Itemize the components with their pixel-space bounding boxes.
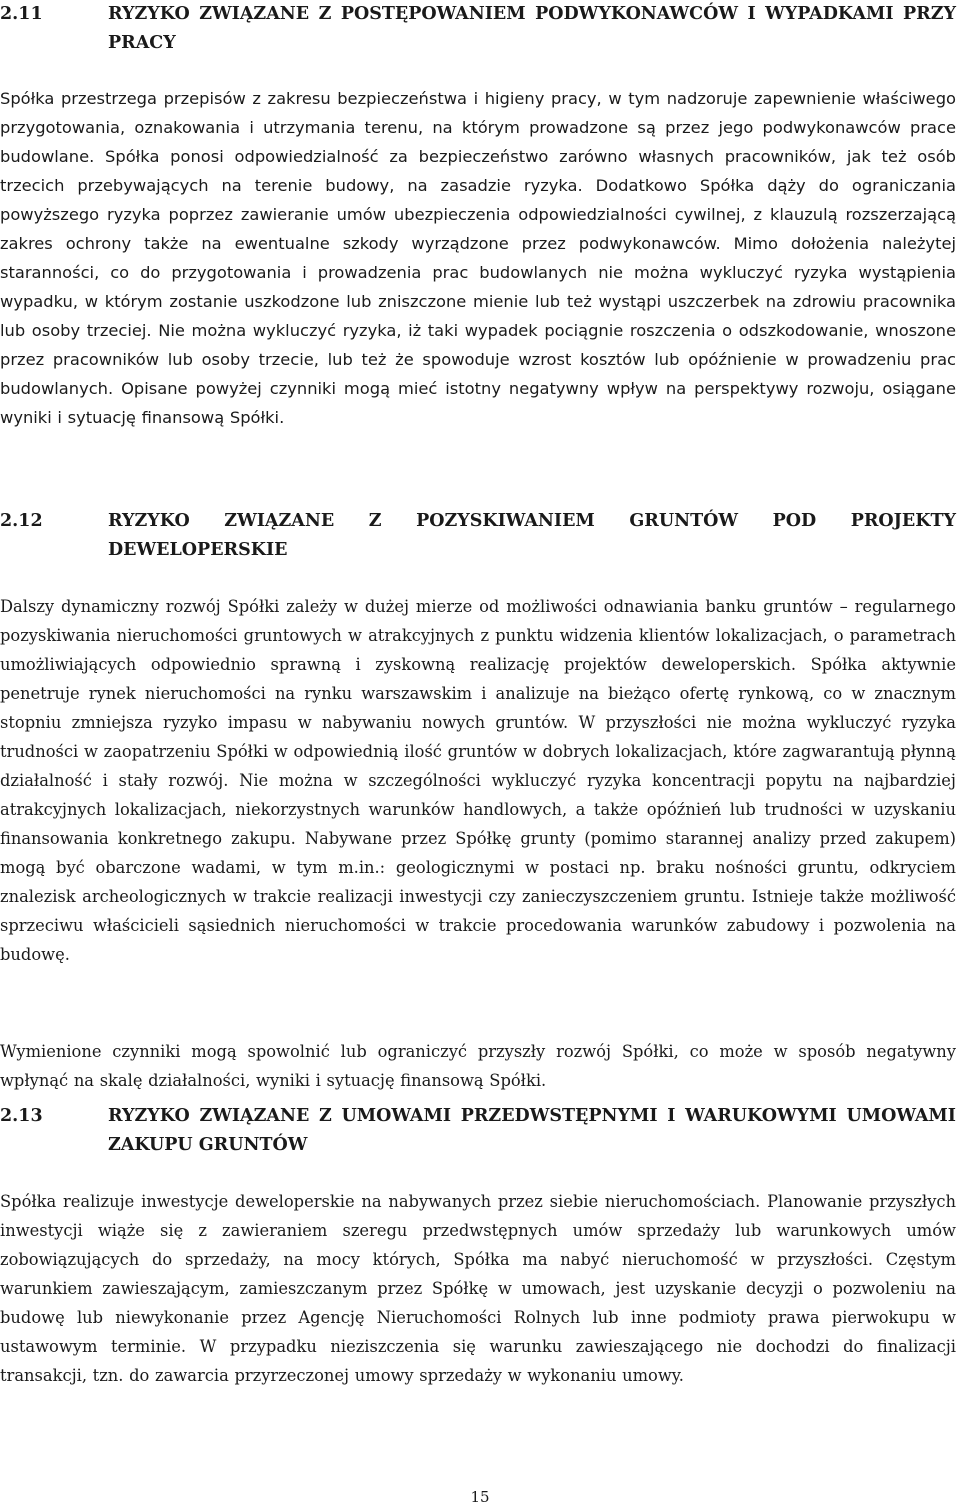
section-title: RYZYKO ZWIĄZANE Z POZYSKIWANIEM GRUNTÓW POD PROJEKTY DEWELOPERSKIE — [108, 511, 956, 560]
section-heading-2-13 — [0, 1102, 956, 1160]
section-heading-2-11 — [0, 0, 956, 58]
section-paragraph: Spółka realizuje inwestycje deweloperskie na nabywanych przez siebie nieruchomościach. Planowanie przyszłych inwestycji wiąże się z zawieraniem szeregu przedwstępnych umów sprzedaży lub warunkowych umów zobowiązujących do sprzedaży, na mocy których, Spółka ma nabyć nieruchomość w przyszłości. Częstym warunkiem zawieszającym, zamieszczanym przez Spółkę w umowach, jest uzyskanie decyzji o pozwoleniu na budowę lub niewykonanie przez Agencję Nieruchomości Rolnych lub inne podmioty prawa pierwokupu w ustawowym terminie. W przypadku nieziszczenia się warunku zawieszającego nie dochodzi do finalizacji transakcji, tzn. do zawarcia przyrzeczonej umowy sprzedaży w wykonaniu umowy. — [0, 1192, 956, 1385]
section-number: 2.13 — [0, 1106, 43, 1126]
section-title: RYZYKO ZWIĄZANE Z UMOWAMI PRZEDWSTĘPNYMI I WARUKOWYMI UMOWAMI ZAKUPU GRUNTÓW — [108, 1106, 956, 1155]
section-heading-2-12 — [0, 507, 956, 565]
section-number: 2.11 — [0, 4, 43, 24]
section-paragraph: Spółka przestrzega przepisów z zakresu bezpieczeństwa i higieny pracy, w tym nadzoruje zapewnienie właściwego przygotowania, oznakowania i utrzymania terenu, na którym prowadzone są przez jego podwykonawców prace budowlane. Spółka ponosi odpowiedzialność za bezpieczeństwo zarówno własnych pracowników, jak też osób trzecich przebywających na terenie budowy, na zasadzie ryzyka. Dodatkowo Spółka dąży do ograniczania powyższego ryzyka poprzez zawieranie umów ubezpieczenia odpowiedzialności cywilnej, z klauzulą rozszerzającą zakres ochrony także na ewentualne szkody wyrządzone przez podwykonawców. Mimo dołożenia należytej staranności, co do przygotowania i prowadzenia prac budowlanych nie można wykluczyć ryzyka wystąpienia wypadku, w którym zostanie uszkodzone lub zniszczone mienie lub też wystąpi uszczerbek na zdrowiu pracownika lub osoby trzeciej. Nie można wykluczyć ryzyka, iż taki wypadek pociągnie roszczenia o odszkodowanie, wnoszone przez pracowników lub osoby trzecie, lub też że spowoduje wzrost kosztów lub opóźnienie w prowadzeniu prac budowlanych. Opisane powyżej czynniki mogą mieć istotny negatywny wpływ na perspektywy rozwoju, osiągane wyniki i sytuację finansową Spółki. — [0, 89, 956, 427]
section-number: 2.12 — [0, 511, 43, 531]
section-paragraph: Wymienione czynniki mogą spowolnić lub ograniczyć przyszły rozwój Spółki, co może w sposób negatywny wpłynąć na skalę działalności, wyniki i sytuację finansową Spółki. — [0, 1042, 956, 1090]
page-number: 15 — [470, 1488, 490, 1506]
section-paragraph: Dalszy dynamiczny rozwój Spółki zależy w dużej mierze od możliwości odnawiania banku gruntów – regularnego pozyskiwania nieruchomości gruntowych w atrakcyjnych z punktu widzenia klientów lokalizacjach, o parametrach umożliwiających odpowiednio sprawną i zyskowną realizację projektów deweloperskich. Spółka aktywnie penetruje rynek nieruchomości na rynku warszawskim i analizuje na bieżąco ofertę rynkową, co w znacznym stopniu zmniejsza ryzyko impasu w nabywaniu nowych gruntów. W przyszłości nie można wykluczyć ryzyka trudności w zaopatrzeniu Spółki w odpowiednią ilość gruntów w dobrych lokalizacjach, które zagwarantują płynną działalność i stały rozwój. Nie można w szczególności wykluczyć ryzyka koncentracji popytu na najbardziej atrakcyjnych lokalizacjach, niekorzystnych warunków handlowych, a także opóźnień lub trudności w uzyskaniu finansowania konkretnego zakupu. Nabywane przez Spółkę grunty (pomimo starannej analizy przed zakupem) mogą być obarczone wadami, w tym m.in.: geologicznymi w postaci np. braku nośności gruntu, odkryciem znalezisk archeologicznych w trakcie realizacji inwestycji czy zanieczyszczeniem gruntu. Istnieje także możliwość sprzeciwu właścicieli sąsiednich nieruchomości w trakcie procedowania warunków zabudowy i pozwolenia na budowę. — [0, 597, 956, 964]
section-title: RYZYKO ZWIĄZANE Z POSTĘPOWANIEM PODWYKONAWCÓW I WYPADKAMI PRZY PRACY — [108, 4, 956, 53]
